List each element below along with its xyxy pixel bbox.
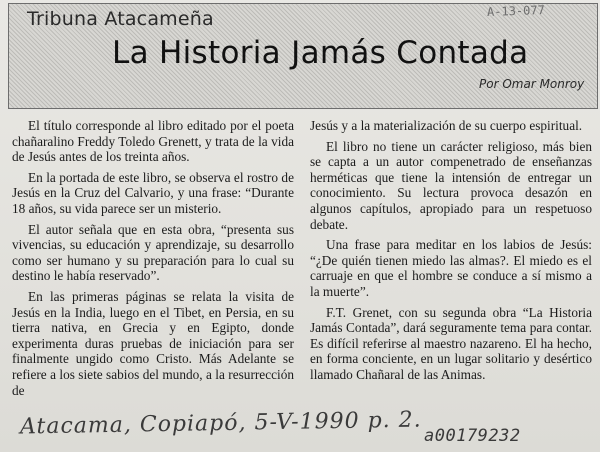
catalog-stamp: A-13-077 bbox=[486, 2, 546, 20]
handwritten-catalog-code: a00179232 bbox=[424, 426, 521, 446]
paragraph: El título corresponde al libro editado por el poeta chañaralino Freddy Toledo Grenett, y trata de la vida de Jesús antes de los treinta años. bbox=[12, 118, 294, 165]
paragraph: Una frase para meditar en los labios de Jesús: “¿De quién tienen miedo las almas?. El miedo es el carruaje en que el hombre se conduce a sí mismo a la muerte”. bbox=[310, 237, 592, 299]
paragraph: Jesús y a la materialización de su cuerpo espiritual. bbox=[310, 118, 583, 133]
article-column-right bbox=[310, 118, 592, 388]
article-header bbox=[8, 3, 598, 109]
article-column-left bbox=[12, 118, 294, 403]
paragraph: El autor señala que en esta obra, “presenta sus vivencias, su educación y aprendizaje, su desarrollo como ser humano y su preparación para lo cual su destino le había reservado”. bbox=[12, 221, 294, 284]
section-name: Tribuna Atacameña bbox=[27, 8, 214, 30]
paragraph: En la portada de este libro, se observa el rostro de Jesús en la Cruz del Calvario, y una frase: “Durante 18 años, su vida parece ser un misterio. bbox=[12, 169, 294, 216]
handwritten-source-note: Atacama, Copiapó, 5-V-1990 p. 2. bbox=[19, 407, 422, 440]
article-byline: Por Omar Monroy bbox=[479, 77, 585, 91]
paragraph: El libro no tiene un carácter religioso, más bien se capta a un autor compenetrado de enseñanzas herméticas que tiene la intensión de entregar un conocimiento. Su lectura provoca desazón en algunos capítulos, apropiado para un respetuoso debate. bbox=[310, 138, 592, 232]
article-title: La Historia Jamás Contada bbox=[112, 35, 529, 71]
paragraph: En las primeras páginas se relata la visita de Jesús en la India, luego en el Tibet, en Persia, en su tierra nativa, en Grecia y en Egipto, donde experimenta duras pruebas de iniciación para ser finalmente ungido como Cristo. Más Adelante se refiere a los siete sabios del mundo, a la resurrección de bbox=[12, 288, 294, 398]
paragraph: F.T. Grenet, con su segunda obra “La Historia Jamás Contada”, dará seguramente tema para contar. Es difícil referirse al maestro nazareno. El ha hecho, en forma conciente, en un lugar solitario y desértico llamado Chañaral de las Animas. bbox=[310, 304, 592, 382]
